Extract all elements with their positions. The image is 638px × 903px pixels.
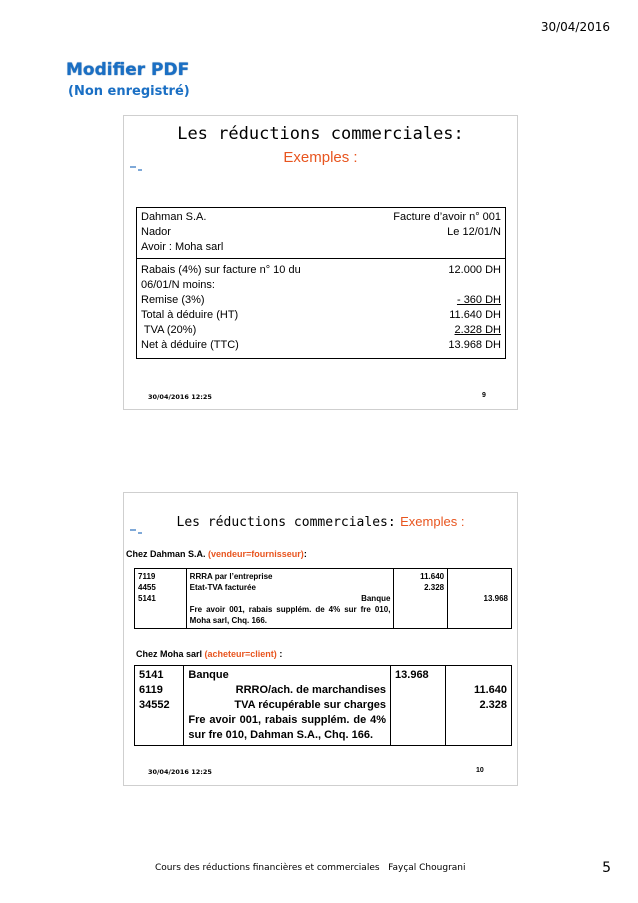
row-label: Remise (3%) <box>141 294 205 306</box>
account-number: 4455 <box>138 583 156 592</box>
account-number: 6119 <box>139 684 163 696</box>
credit-column <box>446 666 512 746</box>
entry-narrative: Fre avoir 001, rabais supplém. de 4% sur fre 010, Dahman S.A., Chq. 166. <box>188 714 387 741</box>
credit-amount: 11.640 <box>473 684 507 696</box>
row-value: 11.640 DH <box>449 309 501 321</box>
credit-amount: 13.968 <box>483 594 508 603</box>
row-value <box>355 278 506 293</box>
account-number: 5141 <box>139 669 164 681</box>
seller-journal-entry <box>134 568 512 629</box>
issuer-name: Dahman S.A. <box>141 211 207 223</box>
buyer-heading <box>136 649 282 659</box>
row-label: Total à déduire (HT) <box>141 309 239 321</box>
row-label: TVA (20%) <box>141 324 197 336</box>
slide-2 <box>123 492 518 786</box>
row-value: 12.000 DH <box>448 264 501 276</box>
seller-colon: : <box>303 549 307 559</box>
slide-2-dash-mark-small <box>138 532 142 534</box>
entry-description <box>186 569 394 629</box>
credit-note-row <box>137 323 506 338</box>
header-date: 30/04/2016 <box>540 20 610 34</box>
row-value: 2.328 DH <box>454 324 501 336</box>
journal-row <box>135 569 512 629</box>
credit-note-table <box>136 207 506 359</box>
credit-note-row <box>137 259 506 279</box>
account-numbers <box>135 666 184 746</box>
credit-note-head-row-2 <box>137 225 506 240</box>
footer-page-number: 5 <box>602 860 611 876</box>
row-value: 13.968 DH <box>448 339 501 351</box>
entry-line: TVA récupérable sur charges <box>234 699 387 711</box>
account-number: 34552 <box>139 699 170 711</box>
credit-note-head-row-3 <box>137 240 506 259</box>
entry-line: RRRO/ach. de marchandises <box>235 684 387 696</box>
entry-narrative: Fre avoir 001, rabais supplém. de 4% sur fre 010, Moha sarl, Chq. 166. <box>189 605 391 625</box>
debit-amount: 2.328 <box>424 583 445 592</box>
credit-note-date: Le 12/01/N <box>447 226 501 238</box>
entry-description <box>184 666 391 746</box>
entry-bank: Banque <box>188 669 229 681</box>
entry-line: RRRA par l’entreprise <box>189 572 273 581</box>
slide-2-footer-date: 30/04/2016 12:25 <box>148 768 212 776</box>
slide-1-dash-mark <box>130 166 136 168</box>
credit-note-row <box>137 308 506 323</box>
seller-role: (vendeur=fournisseur) <box>208 549 304 559</box>
credit-note-row <box>137 338 506 359</box>
debit-amount: 13.968 <box>395 669 429 681</box>
credit-amount: 2.328 <box>479 699 507 711</box>
slide-1-footer-date: 30/04/2016 12:25 <box>148 393 212 401</box>
slide-1-page-number: 9 <box>482 392 486 399</box>
slide-2-title-line <box>124 513 517 531</box>
debit-amount: 11.640 <box>420 572 445 581</box>
buyer-label: Chez Moha sarl <box>136 649 203 659</box>
debit-column <box>391 666 446 746</box>
slide-1-subtitle: Exemples : <box>283 149 358 166</box>
issuer-city: Nador <box>141 226 171 238</box>
slide-1-dash-mark-small <box>138 169 142 171</box>
account-number: 7119 <box>138 572 156 581</box>
buyer-journal-entry <box>134 665 512 746</box>
slide-2-title: Les réductions commerciales: <box>176 515 396 530</box>
debit-column <box>394 569 448 629</box>
credit-note-head-row-1 <box>137 208 506 226</box>
entry-bank: Banque <box>361 594 391 603</box>
slide-2-page-number: 10 <box>476 767 484 774</box>
slide-1 <box>123 115 518 410</box>
slide-2-dash-mark <box>130 529 136 531</box>
row-value: - 360 DH <box>456 294 501 306</box>
slide-1-title: Les réductions commerciales: <box>177 124 464 144</box>
buyer-role: (acheteur=client) <box>204 649 277 659</box>
row-label: Rabais (4%) sur facture n° 10 du <box>141 264 301 276</box>
slide-2-subtitle: Exemples : <box>400 514 465 529</box>
account-numbers <box>135 569 187 629</box>
footer-course-title: Cours des réductions financières et commerciales Fayçal Chougrani <box>155 863 466 873</box>
entry-line: Etat-TVA facturée <box>189 583 256 592</box>
buyer-colon: : <box>276 649 283 659</box>
row-label: Net à déduire (TTC) <box>141 339 239 351</box>
account-number: 5141 <box>138 594 156 603</box>
credit-note-row <box>137 293 506 308</box>
watermark-subtitle: (Non enregistré) <box>68 84 190 99</box>
seller-label: Chez Dahman S.A. <box>126 549 206 559</box>
credit-note-number: Facture d’avoir n° 001 <box>393 211 501 223</box>
seller-heading <box>126 549 307 559</box>
credit-note-recipient: Avoir : Moha sarl <box>137 240 355 259</box>
journal-row <box>135 666 512 746</box>
watermark-title: Modifier PDF <box>66 60 190 80</box>
row-label: 06/01/N moins: <box>141 279 215 291</box>
credit-column <box>448 569 512 629</box>
credit-note-row <box>137 278 506 293</box>
